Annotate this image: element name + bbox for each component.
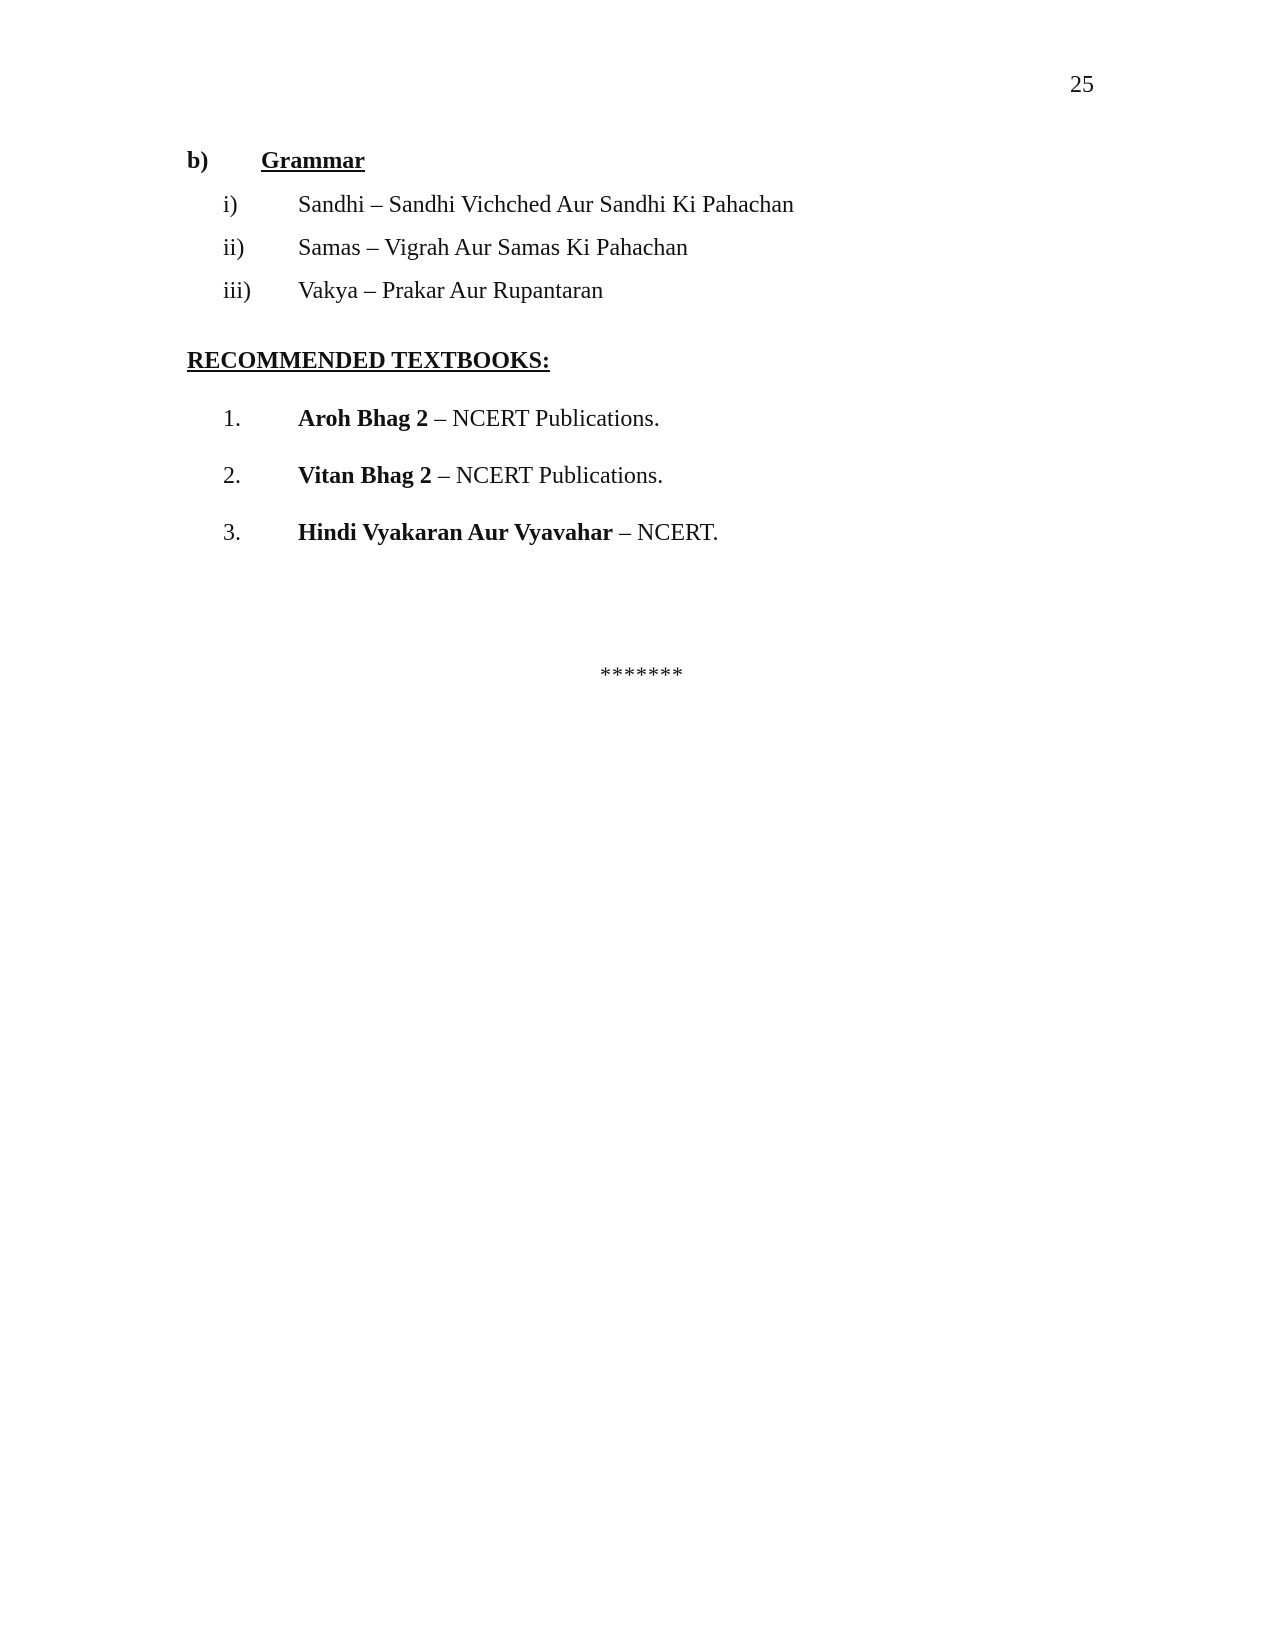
book-publisher: – NCERT Publications.: [428, 406, 660, 432]
book-title: Aroh Bhag 2: [298, 406, 429, 432]
list-item: [223, 404, 718, 461]
list-marker: ii): [223, 235, 245, 261]
list-item: [223, 518, 718, 575]
book-publisher: – NCERT Publications.: [431, 463, 664, 489]
page-number: 25: [1070, 72, 1094, 98]
book-title: Hindi Vyakaran Aur Vyavahar: [298, 520, 614, 546]
list-marker: iii): [223, 278, 251, 304]
section-end-marker: *******: [600, 662, 684, 687]
list-item-text: Vakya – Prakar Aur Rupantaran: [298, 278, 604, 304]
list-item-text: Samas – Vigrah Aur Samas Ki Pahachan: [298, 235, 689, 261]
list-item: [223, 461, 718, 518]
section-title: Grammar: [261, 148, 365, 174]
book-publisher: – NCERT.: [613, 520, 719, 546]
list-marker: i): [223, 192, 238, 218]
list-item: [223, 190, 794, 233]
textbook-list: [223, 404, 718, 575]
textbooks-heading: RECOMMENDED TEXTBOOKS:: [187, 348, 550, 374]
grammar-section-heading: [187, 148, 365, 175]
list-number: 2.: [223, 463, 241, 489]
list-item: [223, 233, 794, 276]
list-item-text: Sandhi – Sandhi Vichched Aur Sandhi Ki Pahachan: [298, 192, 795, 218]
list-number: 1.: [223, 406, 241, 432]
grammar-topic-list: [223, 190, 794, 319]
list-number: 3.: [223, 520, 241, 546]
section-letter: b): [187, 148, 209, 174]
list-item: [223, 276, 794, 319]
book-title: Vitan Bhag 2: [298, 463, 432, 489]
